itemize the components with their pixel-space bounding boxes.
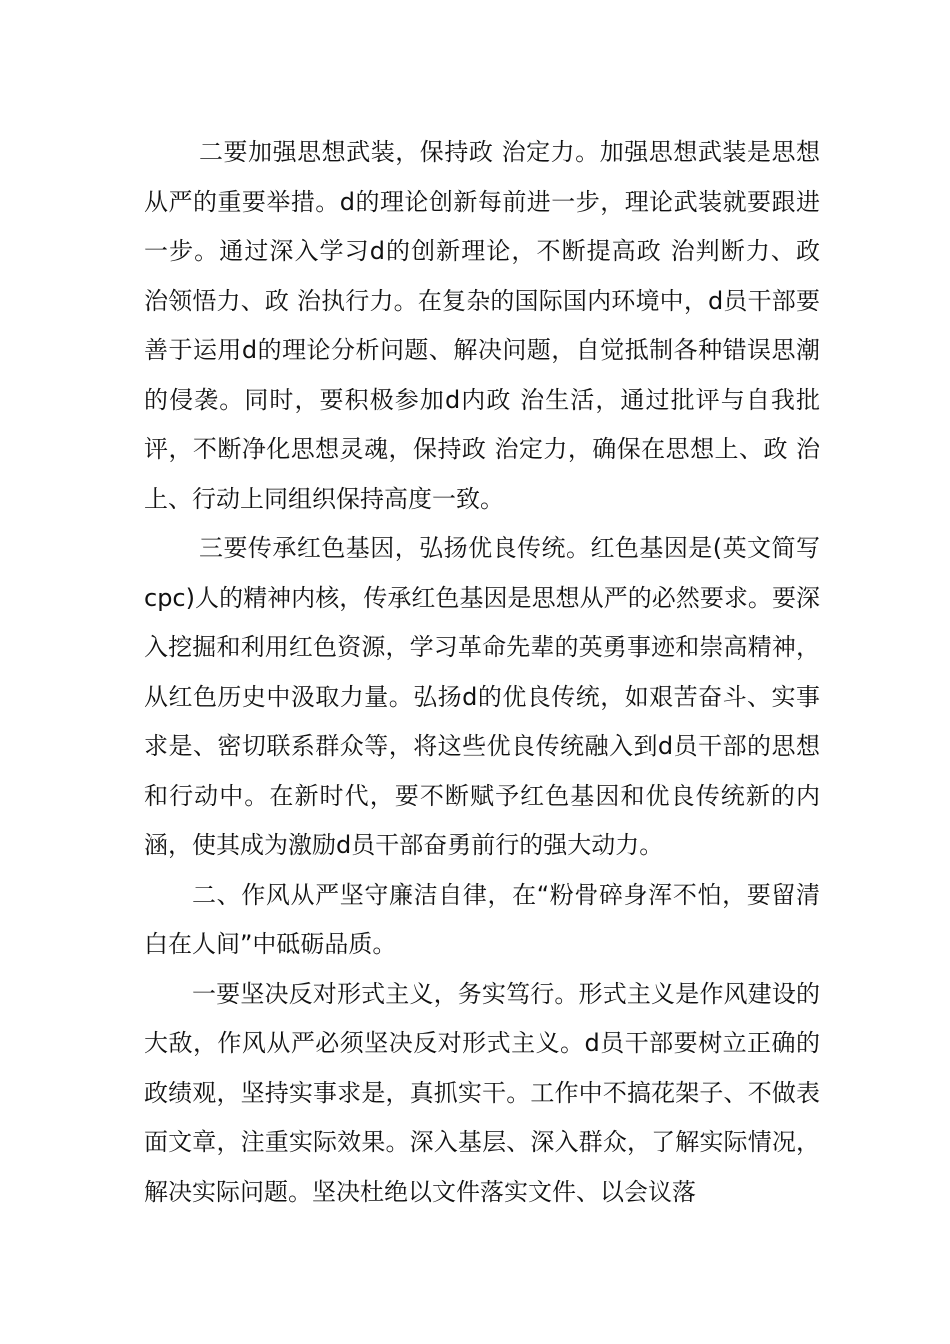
document-body bbox=[144, 128, 820, 1217]
section-heading-work-style: 二、作风从严坚守廉洁自律，在“粉骨碎身浑不怕，要留清白在人间”中砥砺品质。 bbox=[144, 880, 820, 958]
paragraph-against-formalism: 一要坚决反对形式主义，务实笃行。形式主义是作风建设的大敌，作风从严必须坚决反对形式主义。d员干部要树立正确的政绩观，坚持实事求是，真抓实干。工作中不搞花架子、不做表面文章，注重实际效果。深入基层、深入群众，了解实际情况，解决实际问题。坚决杜绝以文件落实文件、以会议落 bbox=[144, 979, 820, 1206]
paragraph-ideological-arming: 二要加强思想武装，保持政 治定力。加强思想武装是思想从严的重要举措。d的理论创新每前进一步，理论武装就要跟进一步。通过深入学习d的创新理论，不断提高政 治判断力、政 治领悟力、政 治执行力。在复杂的国际国内环境中，d员干部要善于运用d的理论分析问题、解决问题，自觉抵制各种错误思潮的侵袭。同时，要积极参加d内政 治生活，通过批评与自我批评，不断净化思想灵魂，保持政 治定力，确保在思想上、政 治上、行动上同组织保持高度一致。 bbox=[144, 138, 820, 513]
paragraph-red-genes: 三要传承红色基因，弘扬优良传统。红色基因是(英文简写cpc)人的精神内核，传承红色基因是思想从严的必然要求。要深入挖掘和利用红色资源，学习革命先辈的英勇事迹和崇高精神，从红色历史中汲取力量。弘扬d的优良传统，如艰苦奋斗、实事求是、密切联系群众等，将这些优良传统融入到d员干部的思想和行动中。在新时代，要不断赋予红色基因和优良传统新的内涵，使其成为激励d员干部奋勇前行的强大动力。 bbox=[144, 534, 820, 859]
